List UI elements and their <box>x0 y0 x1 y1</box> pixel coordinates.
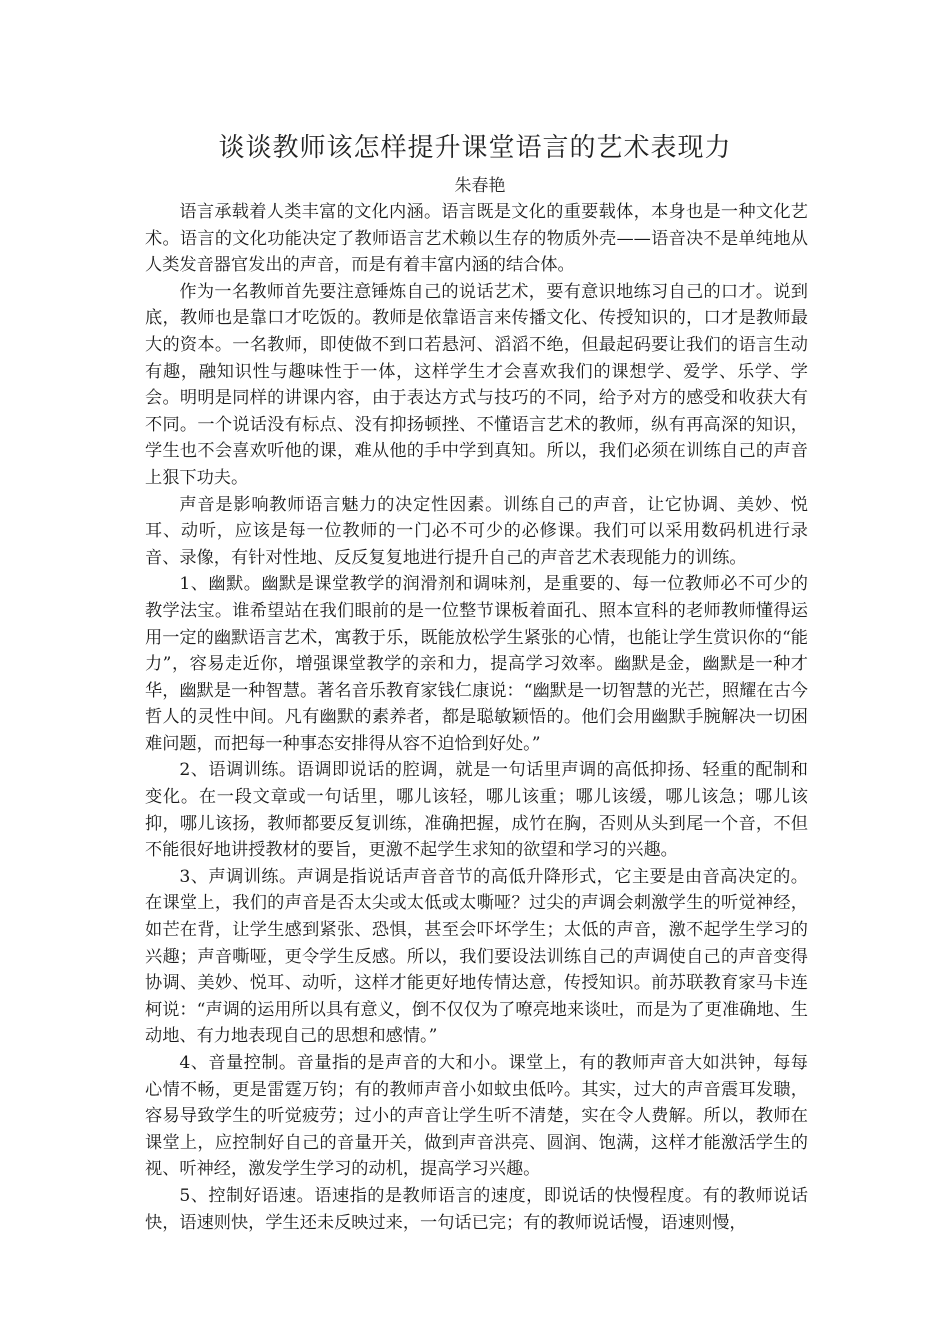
paragraph: 1、幽默。幽默是课堂教学的润滑剂和调味剂，是重要的、每一位教师必不可少的教学法宝。谁希望站在我们眼前的是一位整节课板着面孔、照本宣科的老师教师懂得运用一定的幽默语言艺术，寓教于乐，既能放松学生紧张的心情，也能让学生赏识你的“能力”，容易走近你，增强课堂教学的亲和力，提高学习效率。幽默是金，幽默是一种才华，幽默是一种智慧。著名音乐教育家钱仁康说：“幽默是一切智慧的光芒，照耀在古今哲人的灵性中间。凡有幽默的素养者，都是聪敏颖悟的。他们会用幽默手腕解决一切困难问题，而把每一种事态安排得从容不迫恰到好处。” <box>145 574 808 754</box>
paragraph: 作为一名教师首先要注意锤炼自己的说话艺术，要有意识地练习自己的口才。说到底，教师也是靠口才吃饭的。教师是依靠语言来传播文化、传授知识的，口才是教师最大的资本。一名教师，即使做不到口若悬河、滔滔不绝，但最起码要让我们的语言生动有趣，融知识性与趣味性于一体，这样学生才会喜欢我们的课想学、爱学、乐学、学会。明明是同样的讲课内容，由于表达方式与技巧的不同，给予对方的感受和收获大有不同。一个说话没有标点、没有抑扬顿挫、不懂语言艺术的教师，纵有再高深的知识，学生也不会喜欢听他的课，难从他的手中学到真知。所以，我们必须在训练自己的声音上狠下功夫。 <box>145 281 808 488</box>
paragraph: 语言承载着人类丰富的文化内涵。语言既是文化的重要载体，本身也是一种文化艺术。语言的文化功能决定了教师语言艺术赖以生存的物质外壳——语音决不是单纯地从人类发音器官发出的声音，而是有着丰富内涵的结合体。 <box>145 202 808 276</box>
document-body <box>145 199 808 1236</box>
paragraph: 3、声调训练。声调是指说话声音音节的高低升降形式，它主要是由音高决定的。在课堂上，我们的声音是否太尖或太低或太嘶哑？过尖的声调会刺激学生的听觉神经，如芒在背，让学生感到紧张、恐惧，甚至会吓坏学生；太低的声音，激不起学生学习的兴趣；声音嘶哑，更令学生反感。所以，我们要设法训练自己的声调使自己的声音变得协调、美妙、悦耳、动听，这样才能更好地传情达意，传授知识。前苏联教育家马卡连柯说：“声调的运用所以具有意义，倒不仅仅为了嘹亮地来谈吐，而是为了更准确地、生动地、有力地表现自己的思想和感情。” <box>145 866 808 1047</box>
paragraph: 声音是影响教师语言魅力的决定性因素。训练自己的声音，让它协调、美妙、悦耳、动听，应该是每一位教师的一门必不可少的必修课。我们可以采用数码机进行录音、录像，有针对性地、反反复复地进行提升自己的声音艺术表现能力的训练。 <box>145 494 808 568</box>
paragraph: 2、语调训练。语调即说话的腔调，就是一句话里声调的高低抑扬、轻重的配制和变化。在一段文章或一句话里，哪儿该轻，哪儿该重；哪儿该缓，哪儿该急；哪儿该抑，哪儿该扬，教师都要反复训练，准确把握，成竹在胸，否则从头到尾一个音，不但不能很好地讲授教材的要旨，更激不起学生求知的欲望和学习的兴趣。 <box>145 760 808 861</box>
document-title: 谈谈教师该怎样提升课堂语言的艺术表现力 <box>218 133 732 163</box>
paragraph: 5、控制好语速。语速指的是教师语言的速度，即说话的快慢程度。有的教师说话快，语速则快，学生还未反映过来，一句话已完；有的教师说话慢，语速则慢， <box>145 1185 808 1233</box>
paragraph: 4、音量控制。音量指的是声音的大和小。课堂上，有的教师声音大如洪钟，每每心情不畅，更是雷霆万钧；有的教师声音小如蚊虫低吟。其实，过大的声音震耳发聩，容易导致学生的听觉疲劳；过小的声音让学生听不清楚，实在令人费解。所以，教师在课堂上，应控制好自己的音量开关，做到声音洪亮、圆润、饱满，这样才能激活学生的视、听神经，激发学生学习的动机，提高学习兴趣。 <box>145 1053 808 1180</box>
document-author: 朱春艳 <box>454 176 506 196</box>
